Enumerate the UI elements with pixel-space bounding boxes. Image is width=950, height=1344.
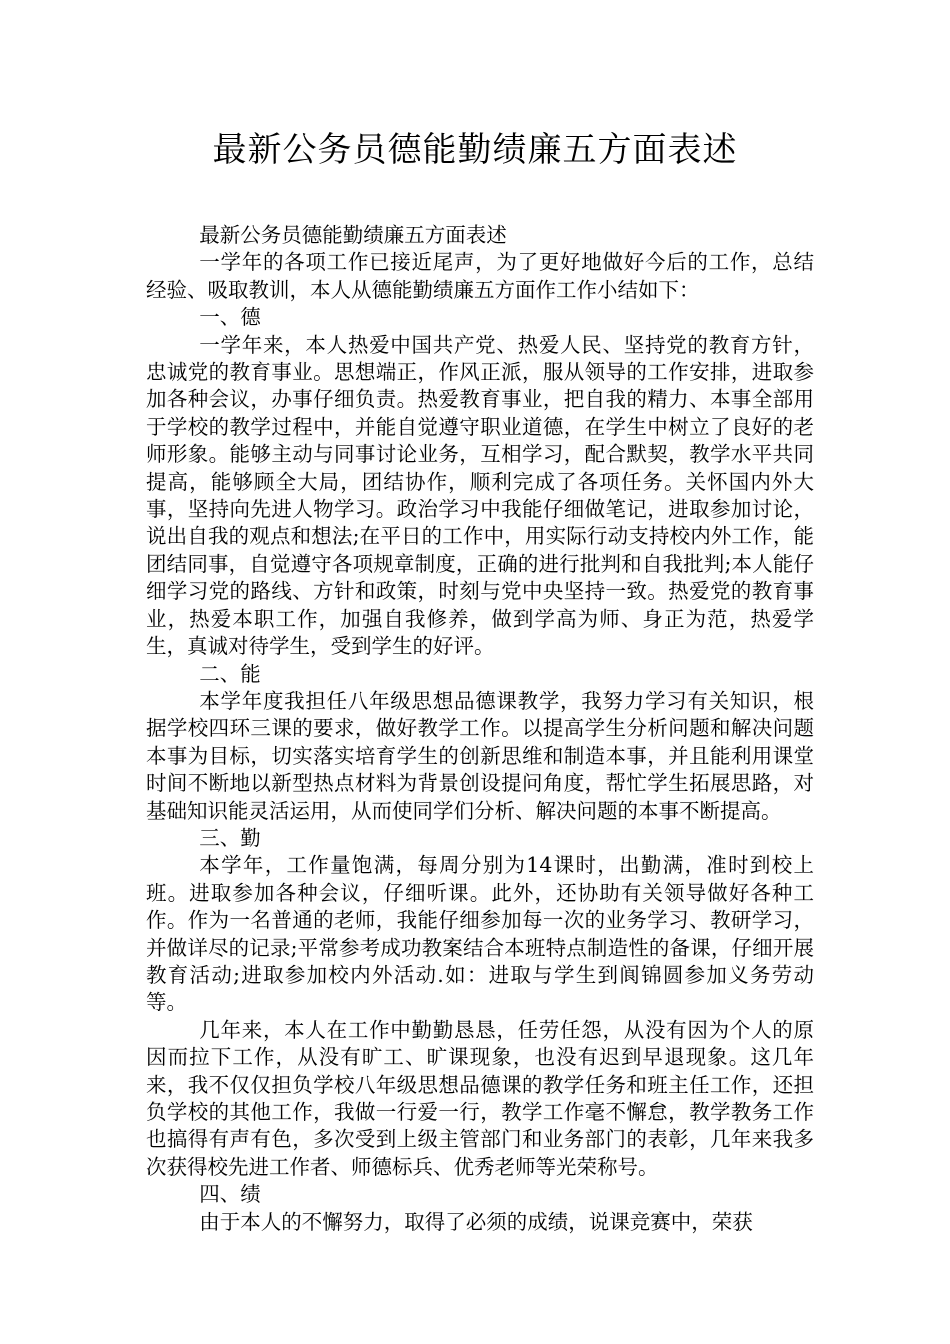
section-heading-de: 一、德 [199, 305, 261, 330]
section-paragraph-qin-1: 本学年，工作量饱满，每周分别为14课时，出勤满，准时到校上班。进取参加各种会议，仔细听课。此外，还协助有关领导做好各种工作。作为一名普通的老师，我能仔细参加每一次的业务学习、教研学习，并做详尽的记录;平常参考成功教案结合本班特点制造性的备课，仔细开展教育活动;进取参加校内外活动.如：进取与学生到阆锦圆参加义务劳动等。 [146, 853, 814, 1015]
section-heading-ji: 四、绩 [199, 1182, 261, 1207]
section-heading-qin: 三、勤 [199, 825, 261, 850]
section-paragraph-neng: 本学年度我担任八年级思想品德课教学，我努力学习有关知识，根据学校四环三课的要求，做好教学工作。以提高学生分析问题和解决问题本事为目标，切实落实培育学生的创新思维和制造本事，并且能利用课堂时间不断地以新型热点材料为背景创设提问角度，帮忙学生拓展思路，对基础知识能灵活运用，从而使同学们分析、解决问题的本事不断提高。 [146, 688, 814, 823]
document-subtitle: 最新公务员德能勤绩廉五方面表述 [199, 223, 507, 247]
section-paragraph-de: 一学年来，本人热爱中国共产党、热爱人民、坚持党的教育方针，忠诚党的教育事业。思想端正，作风正派，服从领导的工作安排，进取参加各种会议，办事仔细负责。热爱教育事业，把自我的精力、本事全部用于学校的教学过程中，并能自觉遵守职业道德，在学生中树立了良好的老师形象。能够主动与同事讨论业务，互相学习，配合默契，教学水平共同提高，能够顾全大局，团结协作，顺利完成了各项任务。关怀国内外大事，坚持向先进人物学习。政治学习中我能仔细做笔记，进取参加讨论，说出自我的观点和想法;在平日的工作中，用实际行动支持校内外工作，能团结同事，自觉遵守各项规章制度，正确的进行批判和自我批判;本人能仔细学习党的路线、方针和政策，时刻与党中央坚持一致。热爱党的教育事业，热爱本职工作，加强自我修养，做到学高为师、身正为范，热爱学生，真诚对待学生，受到学生的好评。 [146, 332, 814, 659]
document-body [146, 222, 814, 1236]
intro-paragraph: 一学年的各项工作已接近尾声，为了更好地做好今后的工作，总结经验、吸取教训，本人从德能勤绩廉五方面作工作小结如下： [146, 250, 814, 302]
section-paragraph-qin-2: 几年来，本人在工作中勤勤恳恳，任劳任怨，从没有因为个人的原因而拉下工作，从没有旷工、旷课现象，也没有迟到早退现象。这几年来，我不仅仅担负学校八年级思想品德课的教学任务和班主任工作，还担负学校的其他工作，我做一行爱一行，教学工作毫不懈怠，教学教务工作也搞得有声有色，多次受到上级主管部门和业务部门的表彰，几年来我多次获得校先进工作者、师德标兵、优秀老师等光荣称号。 [146, 1017, 814, 1179]
section-paragraph-ji: 由于本人的不懈努力，取得了必须的成绩，说课竞赛中，荣获 [199, 1209, 753, 1234]
document-title: 最新公务员德能勤绩廉五方面表述 [212, 130, 738, 170]
section-heading-neng: 二、能 [199, 661, 261, 686]
